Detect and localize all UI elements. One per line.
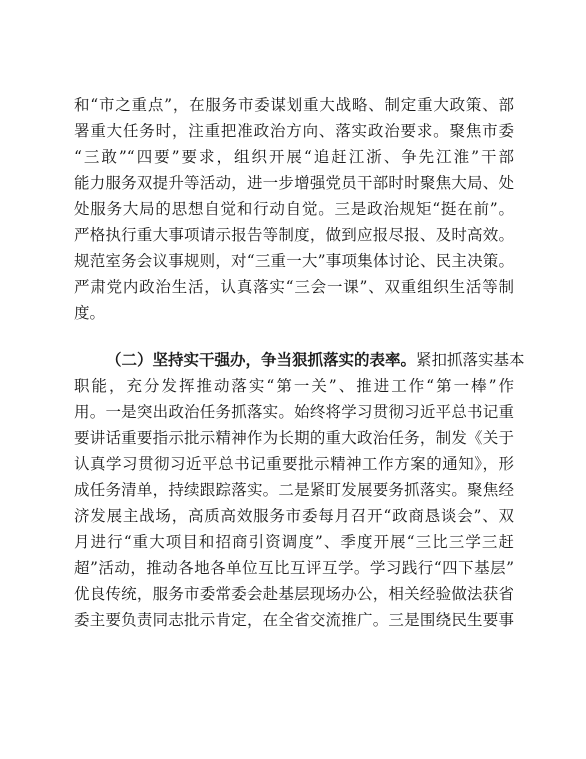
text-line: 职能，充分发挥推动落实“第一关”、推进工作“第一棒”作 [74, 377, 514, 395]
section-heading: （二）坚持实干强办，争当狠抓落实的表率。 [106, 351, 417, 369]
text-line: 规范室务会议事规则，对“三重一大”事项集体讨论、民主决策。 [74, 252, 514, 270]
paragraph-political-discipline [74, 92, 514, 326]
text-line: 能力服务双提升等活动，进一步增强党员干部时时聚焦大局、处 [74, 174, 514, 192]
text-line: 处服务大局的思想自觉和行动自觉。三是政治规矩“挺在前”。 [74, 200, 514, 218]
paragraph-implementation [74, 347, 525, 633]
text-line: 认真学习贯彻习近平总书记重要批示精神工作方案的通知》，形 [74, 455, 514, 473]
text-line: 署重大任务时，注重把准政治方向、落实政治要求。聚焦市委 [74, 122, 514, 140]
text-line-rest: 紧扣抓落实基本 [416, 351, 525, 369]
text-line: 和“市之重点”，在服务市委谋划重大战略、制定重大政策、部 [74, 96, 514, 114]
text-line: 严格执行重大事项请示报告等制度，做到应报尽报、及时高效。 [74, 226, 514, 244]
text-line: “三敢”“四要”要求，组织开展“追赶江浙、争先江淮”干部 [74, 148, 514, 166]
section-heading-line [74, 347, 525, 373]
text-line: 月进行“重大项目和招商引资调度”、季度开展“三比三学三赶 [74, 533, 514, 551]
text-line: 度。 [74, 304, 106, 322]
text-line: 优良传统，服务市委常委会赴基层现场办公，相关经验做法获省 [74, 585, 514, 603]
text-line: 要讲话重要指示批示精神作为长期的重大政治任务，制发《关于 [74, 429, 514, 447]
text-line: 济发展主战场，高质高效服务市委每月召开“政商恳谈会”、双 [74, 507, 514, 525]
text-line: 成任务清单，持续跟踪落实。二是紧盯发展要务抓落实。聚焦经 [74, 481, 514, 499]
text-line: 严肃党内政治生活，认真落实“三会一课”、双重组织生活等制 [74, 278, 514, 296]
text-line: 超”活动，推动各地各单位互比互评互学。学习践行“四下基层” [74, 559, 514, 577]
text-line: 委主要负责同志批示肯定，在全省交流推广。三是围绕民生要事 [74, 611, 514, 629]
text-line: 用。一是突出政治任务抓落实。始终将学习贯彻习近平总书记重 [74, 403, 514, 421]
